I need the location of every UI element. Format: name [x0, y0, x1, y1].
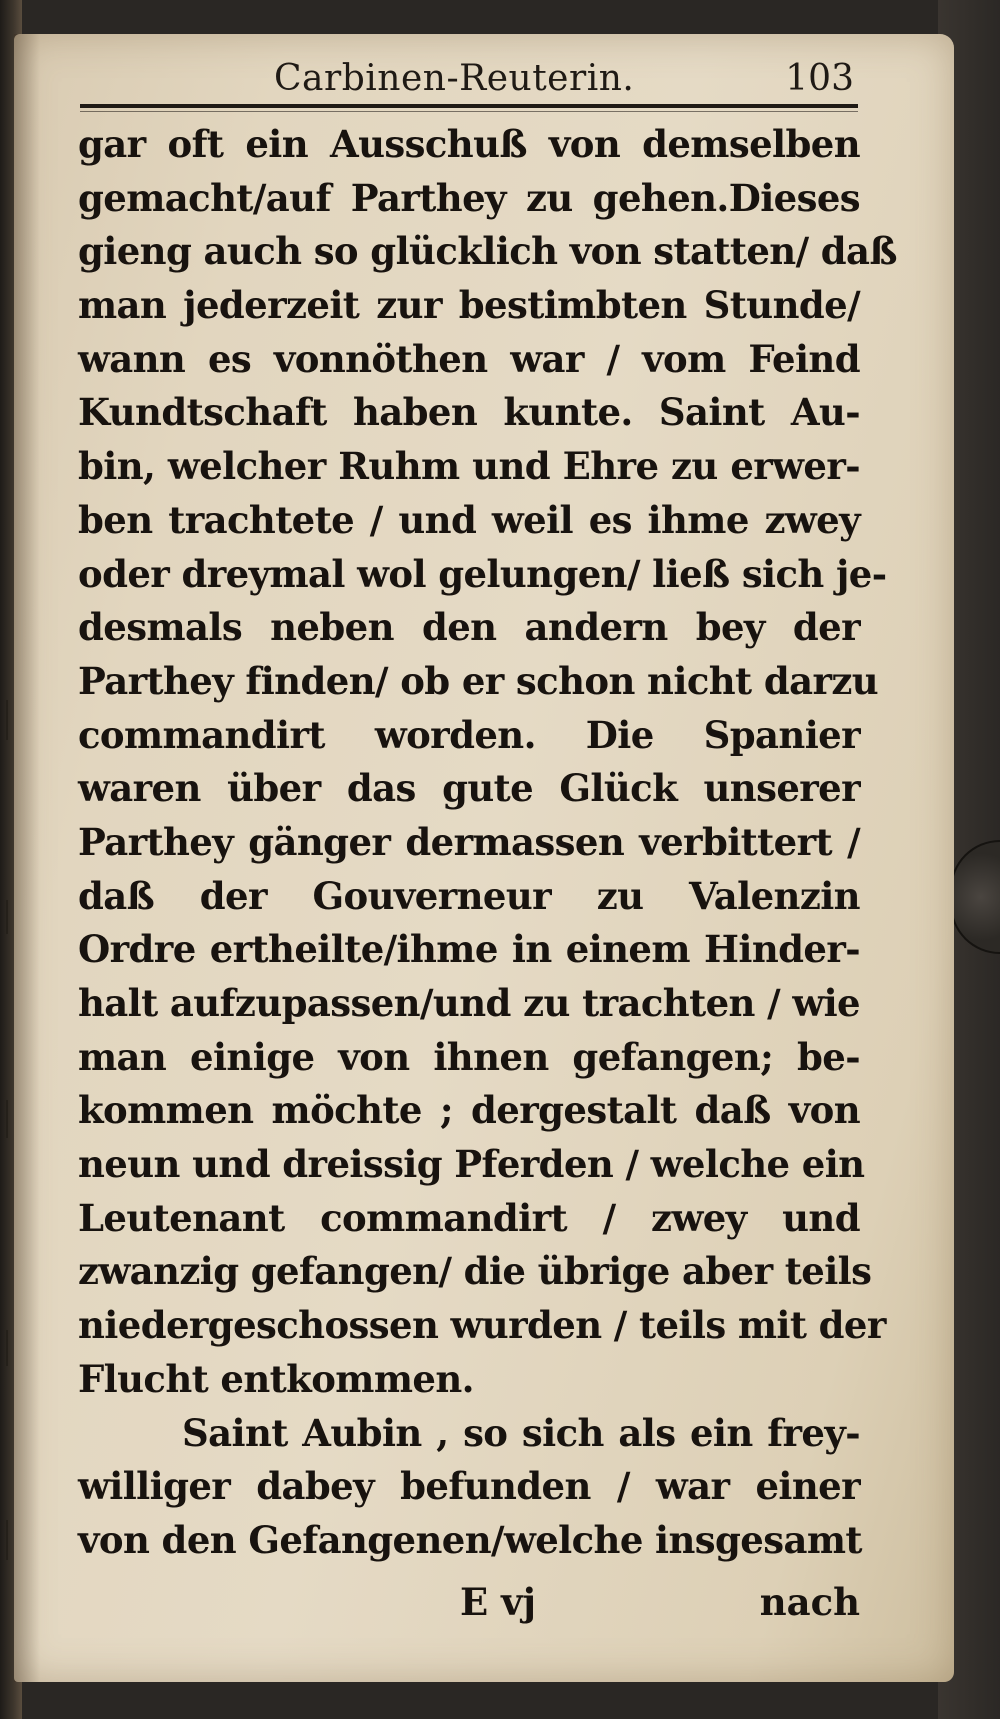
text-line: kommen möchte ; dergestalt daß von: [78, 1088, 860, 1133]
margin-mark: [6, 900, 8, 934]
text-line: man einige von ihnen gefangen; be-: [78, 1034, 860, 1079]
page-number: 103: [785, 58, 854, 99]
page-header: [76, 58, 858, 106]
text-line: gemacht/auf Parthey zu gehen.Dieses: [78, 175, 860, 220]
signature-mark: E vj: [460, 1580, 536, 1624]
body-text: [78, 118, 897, 1568]
margin-mark: [6, 1330, 8, 1366]
margin-mark: [6, 1520, 8, 1560]
text-line: daß der Gouverneur zu Valenzin: [78, 873, 860, 918]
text-line: bin, welcher Ruhm und Ehre zu erwer-: [78, 444, 860, 489]
margin-mark: [6, 700, 8, 740]
text-line: desmals neben den andern bey der: [78, 605, 860, 650]
margin-marks: [0, 0, 40, 1719]
catchword: nach: [759, 1580, 860, 1624]
text-line: wann es vonnöthen war / vom Feind: [78, 336, 860, 381]
text-line: oder dreymal wol gelungen/ ließ sich je-: [78, 551, 887, 596]
text-line: von den Gefangenen/welche insgesamt: [78, 1517, 862, 1562]
text-line: waren über das gute Glück unserer: [78, 766, 860, 811]
text-line: neun und dreissig Pferden / welche ein: [78, 1142, 865, 1187]
text-line: niedergeschossen wurden / teils mit der: [78, 1303, 886, 1348]
text-line: Parthey gänger dermassen verbittert /: [78, 819, 860, 864]
text-line: williger dabey befunden / war einer: [78, 1464, 860, 1509]
page-footer: [78, 1580, 860, 1634]
text-line: commandirt worden. Die Spanier: [78, 712, 860, 757]
running-title: Carbinen-Reuterin.: [274, 58, 635, 99]
text-line: halt aufzupassen/und zu trachten / wie: [78, 981, 860, 1025]
text-line: gieng auch so glücklich von statten/ daß: [78, 229, 897, 274]
text-line: Saint Aubin , so sich als ein frey-: [182, 1410, 860, 1455]
text-line: ben trachtete / und weil es ihme zwey: [78, 497, 860, 542]
text-line: Leutenant commandirt / zwey und: [78, 1195, 860, 1240]
header-rule: [80, 104, 858, 108]
text-line: man jederzeit zur bestimbten Stunde/: [78, 283, 860, 328]
text-line: Kundtschaft haben kunte. Saint Au-: [78, 390, 860, 435]
margin-mark: [6, 1100, 8, 1138]
text-line: zwanzig gefangen/ die übrige aber teils: [78, 1249, 872, 1294]
text-line: Ordre ertheilte/ihme in einem Hinder-: [78, 927, 860, 972]
text-line: Flucht entkommen.: [78, 1356, 474, 1401]
text-line: gar oft ein Ausschuß von demselben: [78, 122, 860, 166]
text-line: Parthey finden/ ob er schon nicht darzu: [78, 658, 879, 703]
